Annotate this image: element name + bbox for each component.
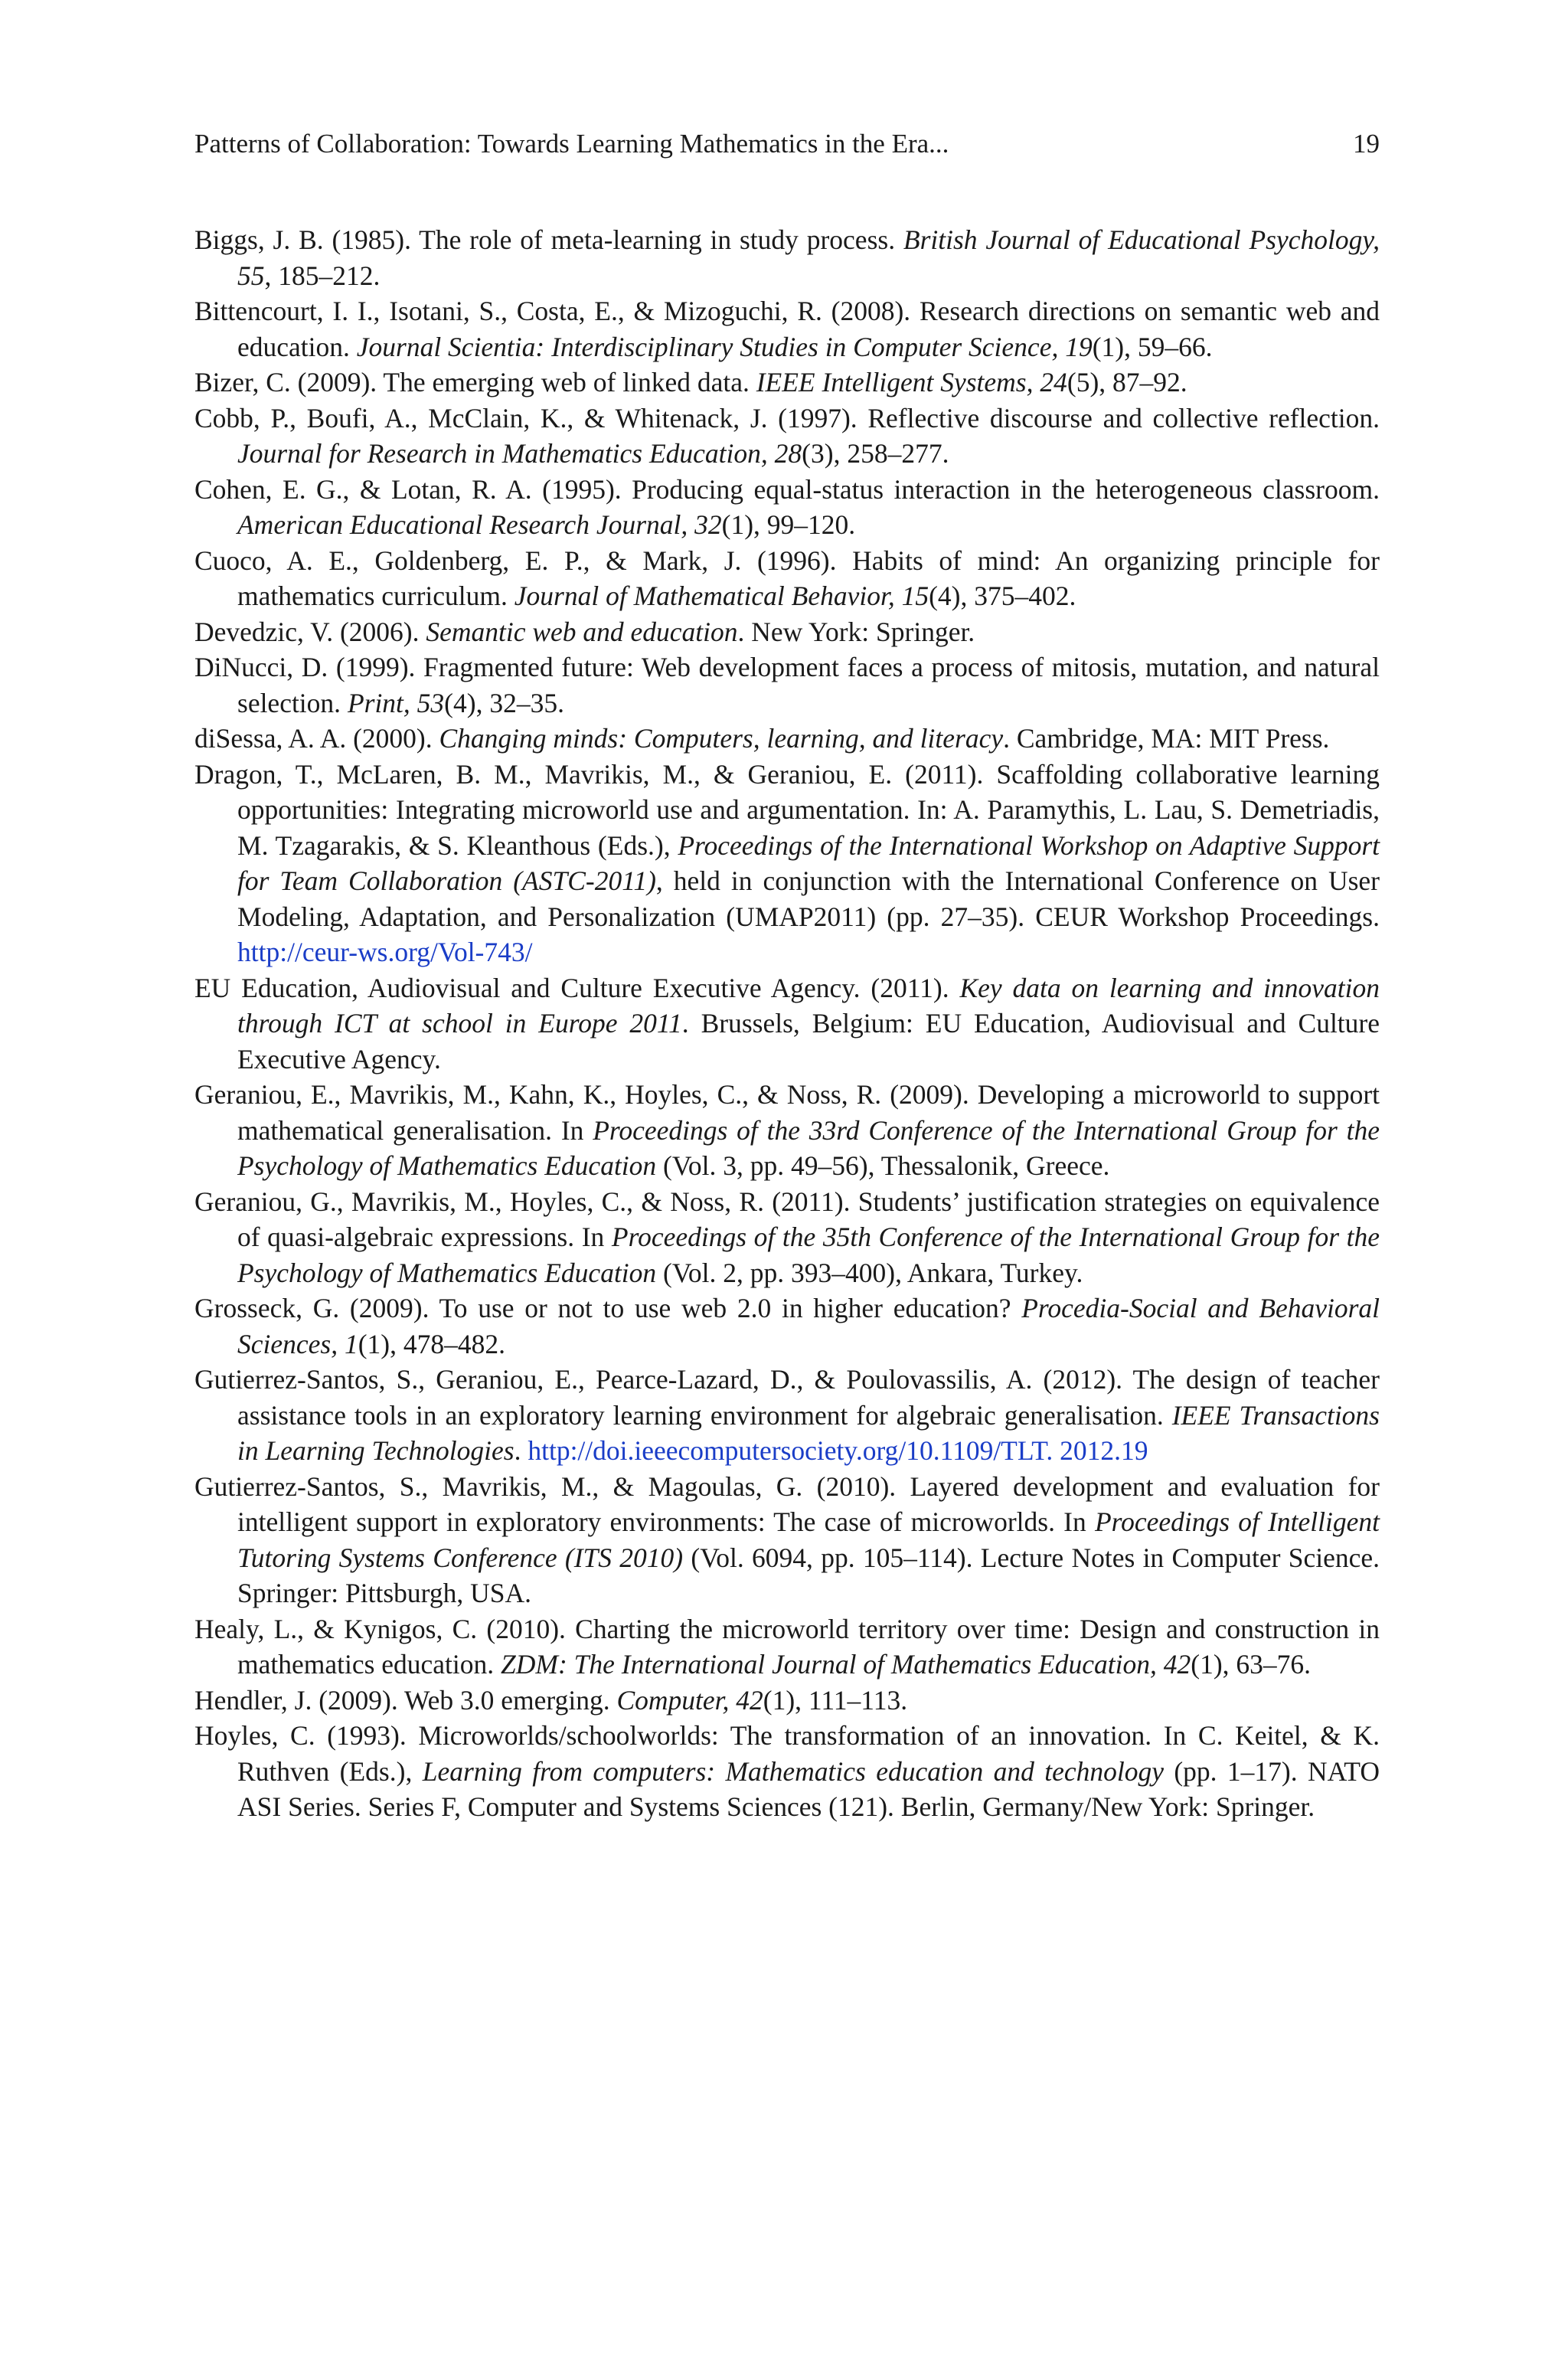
reference-text: Bizer, C. (2009). The emerging web of linked data. [194,367,756,397]
reference-text: (Vol. 3, pp. 49–56), Thessalonik, Greece. [656,1150,1110,1181]
reference-text: Geraniou, E., Mavrikis, M., Kahn, K., Hoyles, C., & Noss, R. (2009). Developing a microworld to support mathematical generalisation. In [194,1079,1380,1146]
reference-text: Bittencourt, I. I., Isotani, S., Costa, E., & Mizoguchi, R. (2008). Research directions on semantic web and education. [194,296,1380,362]
reference-italic-title: Print, 53 [347,687,445,718]
reference-text: , 185–212. [264,260,381,291]
reference-text: , held in conjunction with the International Conference on User Modeling, Adaptation, and Personalization (UMAP2011) (pp. 27–35). CEUR Workshop Proceedings. [237,865,1380,932]
reference-entry [194,1077,1380,1184]
reference-text: Cuoco, A. E., Goldenberg, E. P., & Mark, J. (1996). Habits of mind: An organizing principle for mathematics curriculum. [194,545,1380,611]
reference-italic-title: British Journal of Educational Psychology, 55 [237,224,1380,291]
reference-text: (Vol. 6094, pp. 105–114). Lecture Notes in Computer Science. Springer: Pittsburgh, USA. [237,1542,1380,1608]
reference-italic-title: American Educational Research Journal, 32 [237,509,722,540]
reference-text: (4), 375–402. [929,581,1076,611]
reference-entry [194,1290,1380,1362]
reference-entry [194,543,1380,614]
page-number: 19 [1353,129,1380,159]
reference-italic-title: Changing minds: Computers, learning, and literacy [439,723,1004,754]
reference-text: Dragon, T., McLaren, B. M., Mavrikis, M., & Geraniou, E. (2011). Scaffolding collaborative learning opportunities: Integrating microworld use and argumentation. In: A. Paramythis, L. Lau, S. Demetriadis, M. Tzagarakis, & S. Kleanthous (Eds.), [194,758,1380,861]
reference-text: Grosseck, G. (2009). To use or not to use web 2.0 in higher education? [194,1293,1022,1323]
reference-text: EU Education, Audiovisual and Culture Executive Agency. (2011). [194,972,960,1003]
reference-italic-title: Proceedings of the International Workshop on Adaptive Support for Team Collaboration (ASTC-2011) [237,829,1380,896]
reference-text: (1), 99–120. [721,509,856,540]
reference-text: . New York: Springer. [737,616,975,647]
reference-text: (1), 59–66. [1092,331,1213,362]
reference-entry [194,472,1380,543]
reference-italic-title: Computer, 42 [616,1684,763,1716]
reference-entry [194,1184,1380,1291]
reference-text: (pp. 1–17). NATO ASI Series. Series F, Computer and Systems Sciences (121). Berlin, Germany/New York: Springer. [237,1755,1380,1822]
reference-italic-title: Proceedings of the 33rd Conference of the International Group for the Psychology of Mathematics Education [237,1114,1380,1181]
running-header [194,127,1380,161]
reference-italic-title: Journal of Mathematical Behavior, 15 [514,581,929,611]
reference-text: diSessa, A. A. (2000). [194,723,439,754]
reference-entry [194,222,1380,293]
reference-entry [194,614,1380,650]
reference-text: (3), 258–277. [802,438,949,469]
reference-italic-title: Journal for Research in Mathematics Education, 28 [237,438,802,469]
reference-text: Healy, L., & Kynigos, C. (2010). Charting the microworld territory over time: Design and construction in mathematics education. [194,1613,1380,1680]
reference-text: (5), 87–92. [1067,367,1187,397]
reference-entry [194,1611,1380,1683]
reference-text: . [514,1435,528,1466]
reference-entry [194,970,1380,1078]
reference-text: (4), 32–35. [444,687,564,718]
reference-text: Cobb, P., Boufi, A., McClain, K., & Whitenack, J. (1997). Reflective discourse and collective reflection. [194,402,1380,433]
reference-text: Gutierrez-Santos, S., Mavrikis, M., & Magoulas, G. (2010). Layered development and evaluation for intelligent support in exploratory environments: The case of microworlds. In [194,1470,1380,1537]
reference-italic-title: Proceedings of the 35th Conference of the International Group for the Psychology of Mathematics Education [237,1222,1380,1288]
reference-italic-title: Key data on learning and innovation through ICT at school in Europe 2011 [237,972,1380,1039]
reference-italic-title: ZDM: The International Journal of Mathematics Education, 42 [501,1649,1191,1680]
reference-entry [194,401,1380,472]
reference-text: (1), 478–482. [358,1328,505,1359]
reference-entry [194,1718,1380,1825]
reference-link[interactable]: http://ceur-ws.org/Vol-743/ [237,937,533,967]
reference-entry [194,649,1380,721]
reference-entry [194,1469,1380,1611]
reference-italic-title: IEEE Transactions in Learning Technologies [237,1399,1380,1466]
reference-italic-title: Proceedings of Intelligent Tutoring Systems Conference (ITS 2010) [237,1506,1380,1573]
reference-entry [194,757,1380,970]
reference-entry [194,365,1380,401]
reference-text: (Vol. 2, pp. 393–400), Ankara, Turkey. [656,1257,1083,1288]
reference-text: Geraniou, G., Mavrikis, M., Hoyles, C., & Noss, R. (2011). Students’ justification strategies on equivalence of quasi-algebraic expressions. In [194,1186,1380,1252]
reference-italic-title: Semantic web and education [426,616,738,647]
reference-italic-title: Procedia-Social and Behavioral Sciences, 1 [237,1293,1380,1359]
reference-text: . Cambridge, MA: MIT Press. [1003,723,1330,754]
reference-text: Cohen, E. G., & Lotan, R. A. (1995). Producing equal-status interaction in the heterogeneous classroom. [194,473,1380,505]
reference-text: Biggs, J. B. (1985). The role of meta-learning in study process. [194,224,903,255]
reference-list [194,222,1380,1825]
reference-text: DiNucci, D. (1999). Fragmented future: Web development faces a process of mitosis, mutation, and natural selection. [194,652,1380,718]
reference-text: Devedzic, V. (2006). [194,616,426,647]
reference-italic-title: Journal Scientia: Interdisciplinary Studies in Computer Science, 19 [356,331,1093,362]
reference-link[interactable]: http://doi.ieeecomputersociety.org/10.1109/TLT. 2012.19 [528,1435,1148,1466]
reference-italic-title: Learning from computers: Mathematics education and technology [422,1755,1164,1787]
reference-text: Hendler, J. (2009). Web 3.0 emerging. [194,1684,617,1716]
reference-text: Hoyles, C. (1993). Microworlds/schoolworlds: The transformation of an innovation. In C. Keitel, & K. Ruthven (Eds.), [194,1720,1380,1787]
reference-text: Gutierrez-Santos, S., Geraniou, E., Pearce-Lazard, D., & Poulovassilis, A. (2012). The design of teacher assistance tools in an exploratory learning environment for algebraic generalisation. [194,1364,1380,1431]
reference-text: (1), 111–113. [763,1684,908,1716]
reference-entry [194,721,1380,757]
reference-text: . Brussels, Belgium: EU Education, Audiovisual and Culture Executive Agency. [237,1008,1380,1075]
reference-entry [194,1362,1380,1469]
reference-italic-title: IEEE Intelligent Systems, 24 [756,367,1067,397]
reference-entry [194,1683,1380,1719]
running-title: Patterns of Collaboration: Towards Learning Mathematics in the Era... [194,129,949,159]
reference-entry [194,293,1380,365]
reference-text: (1), 63–76. [1191,1649,1312,1680]
